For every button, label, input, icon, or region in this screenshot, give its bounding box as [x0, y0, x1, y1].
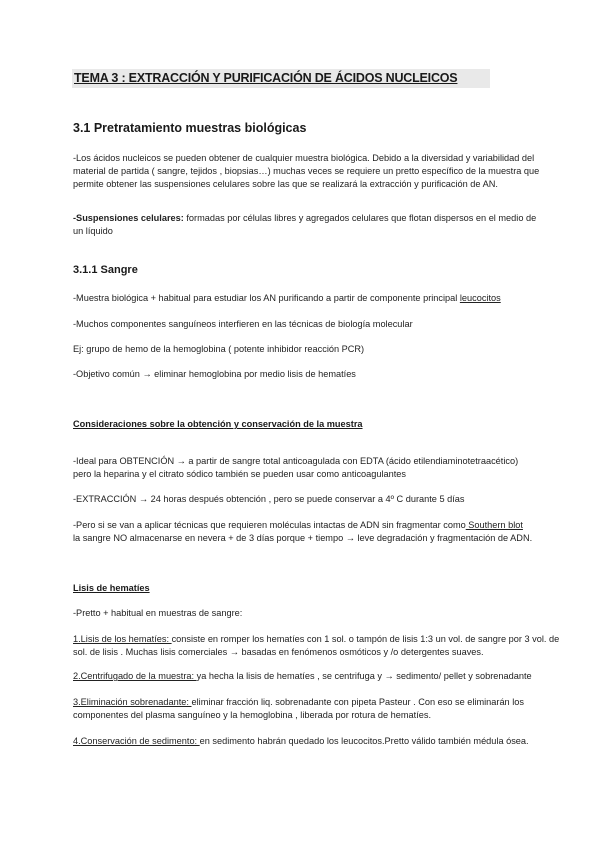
paragraph-line: -Ideal para OBTENCIÓN → a partir de sangre total anticoagulada con EDTA (ácido etilendiaminotetraacético): [73, 456, 519, 466]
paragraph-line: pero la heparina y el citrato sódico también se pueden usar como anticoagulantes: [73, 469, 406, 479]
lisis-step-4: [73, 735, 578, 748]
paragraph-line: un líquido: [73, 226, 113, 236]
document-title: TEMA 3 : EXTRACCIÓN Y PURIFICACIÓN DE ÁCIDOS NUCLEICOS: [72, 69, 490, 88]
lisis-step-1: [73, 633, 578, 659]
southern-blot-link[interactable]: Southern blot: [465, 520, 523, 530]
step-1-text: consiste en romper los hematíes con 1 sol. o tampón de lisis 1:3 un vol. de sangre por 3 vol. de: [171, 634, 560, 644]
sangre-item-1: [73, 292, 578, 305]
sangre-item-2: -Muchos componentes sanguíneos interfieren en las técnicas de biología molecular: [73, 319, 413, 329]
suspensiones-text: formadas por células libres y agregados celulares que flotan dispersos en el medio de: [183, 213, 537, 223]
leucocitos-link[interactable]: leucocitos: [459, 293, 501, 303]
lisis-heading: Lisis de hematíes: [73, 583, 150, 593]
step-4-text: en sedimento habrán quedado los leucocitos.Pretto válido también médula ósea.: [199, 736, 529, 746]
paragraph-line: material de partida ( sangre, tejidos , biopsias…) muchas veces se requiere un pretto específico de la muestra que: [73, 166, 540, 176]
section-3-1-heading: 3.1 Pretratamiento muestras biológicas: [73, 121, 307, 135]
section-3-1-1-heading: 3.1.1 Sangre: [73, 264, 138, 276]
paragraph-line: la sangre NO almacenarse en nevera + de 3 días porque + tiempo → leve degradación y fragmentación de ADN.: [73, 533, 533, 543]
paragraph-text: -Pero si se van a aplicar técnicas que requieren moléculas intactas de ADN sin fragmentar como: [73, 520, 466, 530]
sangre-item-3: Ej: grupo de hemo de la hemoglobina ( potente inhibidor reacción PCR): [73, 344, 365, 354]
step-3-text: eliminar fracción liq. sobrenadante con pipeta Pasteur . Con eso se eliminarán los: [191, 697, 524, 707]
paragraph-line: componentes del plasma sanguíneo y la hemoglobina , liberada por rotura de hematíes.: [73, 710, 432, 720]
step-2-text: ya hecha la lisis de hematíes , se centrifuga y → sedimento/ pellet y sobrenadante: [196, 671, 532, 681]
suspensiones-paragraph: [73, 212, 578, 238]
step-1-label: 1.Lisis de los hematíes:: [73, 634, 172, 644]
step-3-label: 3.Eliminación sobrenadante:: [73, 697, 192, 707]
consideraciones-paragraph-2: -EXTRACCIÓN → 24 horas después obtención , pero se puede conservar a 4º C durante 5 días: [73, 494, 465, 504]
paragraph-line: -Los ácidos nucleicos se pueden obtener de cualquier muestra biológica. Debido a la diversidad y variabilidad del: [73, 153, 535, 163]
paragraph-line: permite obtener las suspensiones celulares sobre las que se realizará la extracción y purificación de AN.: [73, 179, 498, 189]
lisis-step-3: [73, 696, 578, 722]
consideraciones-paragraph-3: [73, 519, 578, 545]
step-4-label: 4.Conservación de sedimento:: [73, 736, 200, 746]
paragraph-line: sol. de lisis . Muchas lisis comerciales → basadas en fenómenos osmóticos y /o detergentes suaves.: [73, 647, 484, 657]
consideraciones-paragraph-1: [73, 455, 578, 481]
suspensiones-label: -Suspensiones celulares:: [73, 213, 184, 223]
consideraciones-heading: Consideraciones sobre la obtención y conservación de la muestra: [73, 419, 363, 429]
section-3-1-paragraph: [73, 152, 578, 191]
sangre-item-4: -Objetivo común → eliminar hemoglobina por medio lisis de hematíes: [73, 369, 356, 379]
step-2-label: 2.Centrifugado de la muestra:: [73, 671, 197, 681]
sangre-item-1-text: -Muestra biológica + habitual para estudiar los AN purificando a partir de componente principal: [73, 293, 460, 303]
lisis-step-2: [73, 670, 578, 683]
lisis-intro: -Pretto + habitual en muestras de sangre:: [73, 608, 243, 618]
